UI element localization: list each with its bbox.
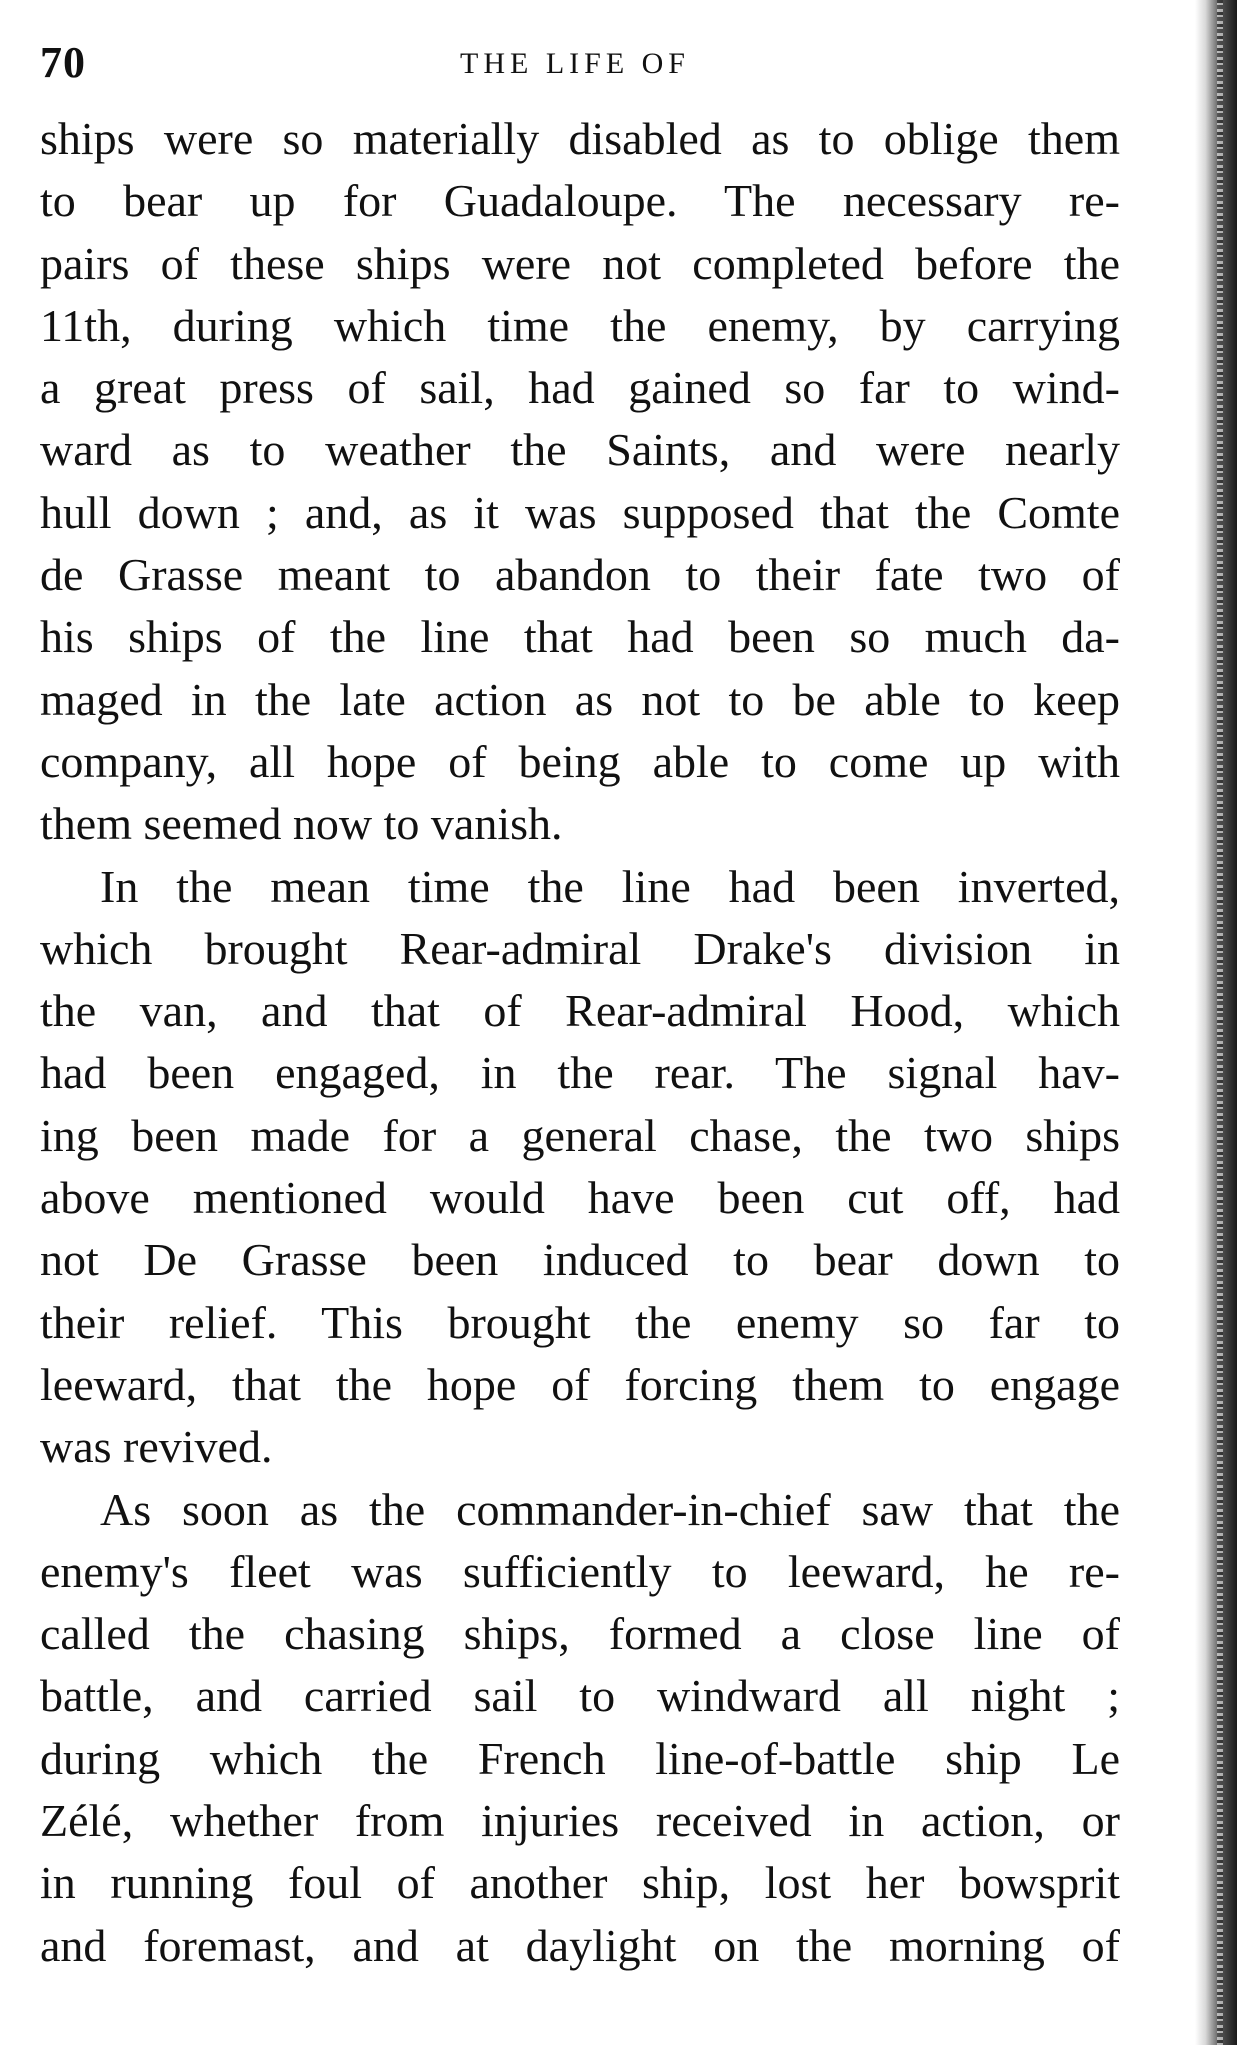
- text-line: called the chasing ships, formed a close line of: [40, 1608, 1120, 1660]
- text-line: and foremast, and at daylight on the morning of: [40, 1919, 1120, 1971]
- text-line: them seemed now to vanish.: [40, 798, 563, 850]
- text-line: their relief. This brought the enemy so far to: [40, 1296, 1120, 1348]
- text-line: his ships of the line that had been so much da-: [40, 611, 1120, 663]
- text-line: Zélé, whether from injuries received in action, or: [40, 1795, 1120, 1847]
- page-edge-texture: [1217, 0, 1223, 2045]
- text-line: leeward, that the hope of forcing them to engage: [40, 1358, 1120, 1410]
- page-number: 70: [40, 38, 86, 87]
- text-line: hull down ; and, as it was supposed that the Comte: [40, 486, 1120, 538]
- text-line: a great press of sail, had gained so far to wind-: [40, 362, 1120, 414]
- text-line: ships were so materially disabled as to oblige them: [40, 113, 1120, 164]
- text-line: ward as to weather the Saints, and were nearly: [40, 424, 1120, 476]
- text-line: the van, and that of Rear-admiral Hood, which: [40, 985, 1120, 1037]
- text-line: ing been made for a general chase, the two ships: [40, 1109, 1120, 1161]
- text-line: which brought Rear-admiral Drake's division in: [40, 922, 1120, 974]
- text-line: enemy's fleet was sufficiently to leeward, he re-: [40, 1545, 1120, 1597]
- paragraph-first-line: As soon as the commander-in-chief saw that the: [100, 1483, 1120, 1535]
- text-line: 11th, during which time the enemy, by carrying: [40, 299, 1120, 351]
- text-line: not De Grasse been induced to bear down to: [40, 1234, 1120, 1286]
- text-line: battle, and carried sail to windward all night ;: [40, 1670, 1120, 1722]
- text-line: pairs of these ships were not completed before the: [40, 237, 1120, 289]
- text-line: during which the French line-of-battle ship Le: [40, 1732, 1120, 1784]
- text-line: maged in the late action as not to be able to keep: [40, 673, 1120, 725]
- text-line: company, all hope of being able to come up with: [40, 735, 1120, 787]
- paragraph-first-line: In the mean time the line had been inverted,: [100, 860, 1120, 912]
- running-head: THE LIFE OF: [460, 47, 690, 80]
- page-header: [40, 38, 1120, 88]
- text-line: had been engaged, in the rear. The signal hav-: [40, 1047, 1120, 1099]
- body-text: [40, 108, 1120, 1977]
- text-line: above mentioned would have been cut off, had: [40, 1172, 1120, 1224]
- text-line: was revived.: [40, 1421, 273, 1473]
- text-line: to bear up for Guadaloupe. The necessary re-: [40, 175, 1120, 227]
- book-spine-shadow: [1195, 0, 1237, 2045]
- text-line: de Grasse meant to abandon to their fate two of: [40, 549, 1120, 601]
- text-line: in running foul of another ship, lost her bowsprit: [40, 1857, 1120, 1909]
